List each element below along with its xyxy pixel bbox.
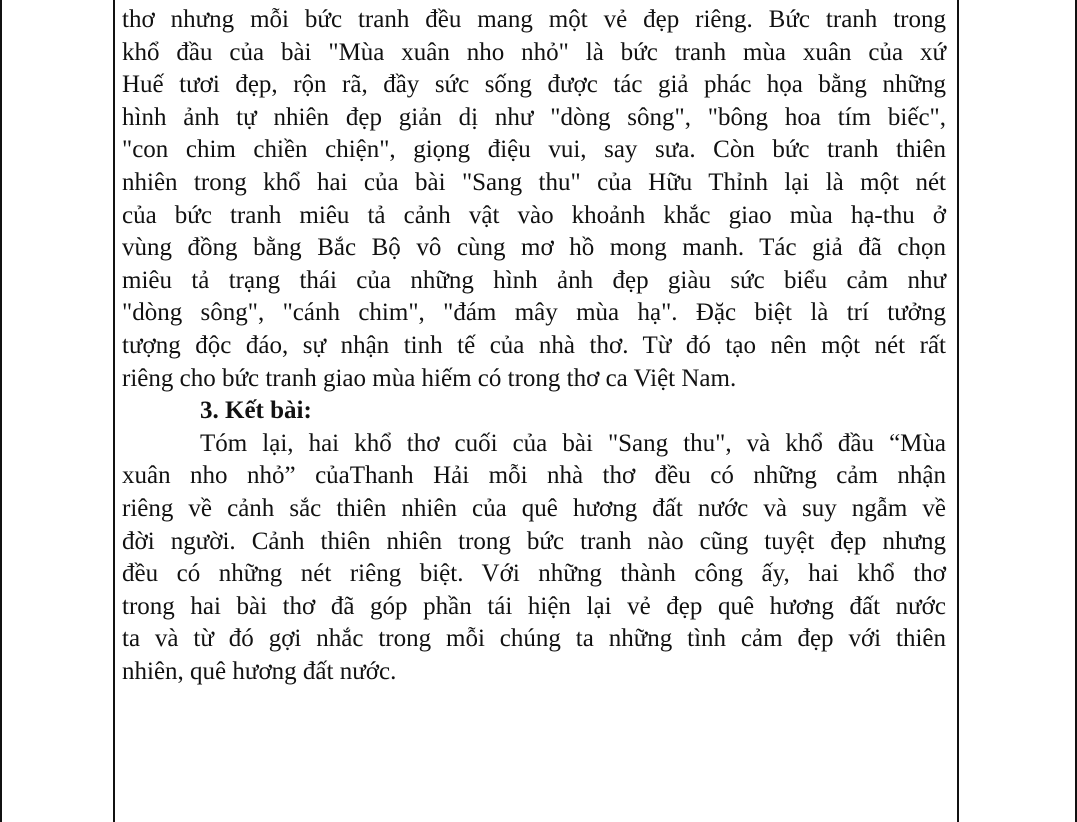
table-border-column-1 [113,0,115,822]
text-line: khổ đầu của bài "Mùa xuân nho nhỏ" là bức tranh mùa xuân của xứ [122,38,946,66]
paragraph-1 [122,4,946,395]
text-line: tượng độc đáo, sự nhận tinh tế của nhà thơ. Từ đó tạo nên một nét rất [122,331,946,359]
text-line: nhiên, quê hương đất nước. [122,657,397,685]
table-border-left [0,0,2,822]
text-line: thơ nhưng mỗi bức tranh đều mang một vẻ đẹp riêng. Bức tranh trong [122,6,946,33]
text-line: riêng cho bức tranh giao mùa hiếm có trong thơ ca Việt Nam. [122,364,737,392]
text-line: vùng đồng bằng Bắc Bộ vô cùng mơ hồ mong manh. Tác giả đã chọn [122,234,946,262]
text-line: của bức tranh miêu tả cảnh vật vào khoảnh khắc giao mùa hạ-thu ở [122,201,946,229]
text-line: xuân nho nhỏ” củaThanh Hải mỗi nhà thơ đều có những cảm nhận [122,462,946,490]
paragraph-2 [122,428,946,689]
text-line: đều có những nét riêng biệt. Với những thành công ấy, hai khổ thơ [122,560,946,588]
document-body [122,4,946,688]
text-line: Huế tươi đẹp, rộn rã, đầy sức sống được tác giả phác họa bằng những [122,71,946,99]
text-line: Tóm lại, hai khổ thơ cuối của bài "Sang thu", và khổ đầu “Mùa [200,429,946,457]
section-heading: 3. Kết bài: [200,397,312,425]
text-line: "dòng sông", "cánh chim", "đám mây mùa hạ". Đặc biệt là trí tưởng [122,299,946,327]
table-border-column-2 [957,0,959,822]
text-line: riêng về cảnh sắc thiên nhiên của quê hương đất nước và suy ngẫm về [122,494,946,522]
text-line: trong hai bài thơ đã góp phần tái hiện lại vẻ đẹp quê hương đất nước [122,592,946,620]
text-line: hình ảnh tự nhiên đẹp giản dị như "dòng sông", "bông hoa tím biếc", [122,103,946,131]
text-line: nhiên trong khổ hai của bài "Sang thu" của Hữu Thỉnh lại là một nét [122,168,946,196]
text-line: đời người. Cảnh thiên nhiên trong bức tranh nào cũng tuyệt đẹp nhưng [122,527,946,555]
text-line: ta và từ đó gợi nhắc trong mỗi chúng ta những tình cảm đẹp với thiên [122,625,946,653]
text-line: "con chim chiền chiện", giọng điệu vui, say sưa. Còn bức tranh thiên [122,136,946,164]
text-line: miêu tả trạng thái của những hình ảnh đẹp giàu sức biểu cảm như [122,266,946,294]
